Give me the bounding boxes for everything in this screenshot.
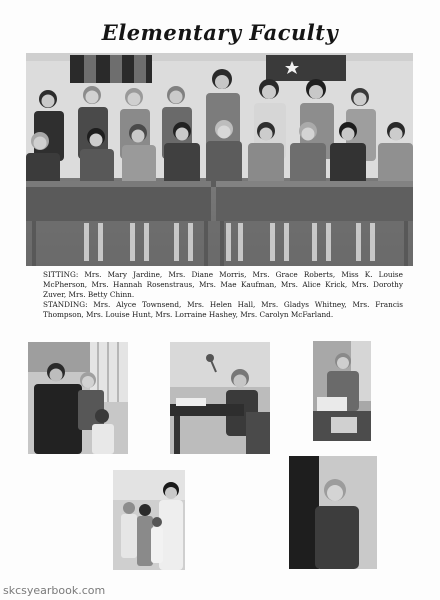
candid-photo-1-illustration bbox=[28, 342, 128, 454]
caption-sitting: SITTING: Mrs. Mary Jardine, Mrs. Diane Morris, Mrs. Grace Roberts, Miss K. Louise McPherson, Mrs. Hannah Rosenstraus, Mrs. Mae Kaufman, Mrs. Alice Krick, Mrs. Dorothy Zuver, Mrs. Betty Chinn. bbox=[43, 270, 403, 299]
faculty-group-photo bbox=[26, 53, 413, 266]
group-photo-illustration bbox=[26, 53, 413, 266]
page-title: Elementary Faculty bbox=[101, 20, 339, 45]
candid-photo-3 bbox=[313, 341, 371, 441]
faculty-caption bbox=[43, 270, 403, 320]
candid-photo-3-illustration bbox=[313, 341, 371, 441]
candid-photo-5-illustration bbox=[289, 456, 377, 569]
candid-photo-5 bbox=[289, 456, 377, 569]
candid-photo-2 bbox=[170, 342, 270, 454]
watermark-text: skcsyearbook.com bbox=[3, 584, 106, 597]
candid-photo-4 bbox=[113, 470, 185, 570]
flag-left bbox=[70, 55, 152, 83]
flag-right bbox=[266, 55, 346, 81]
caption-standing: STANDING: Mrs. Alyce Townsend, Mrs. Helen Hall, Mrs. Gladys Whitney, Mrs. Francis Thompson, Mrs. Louise Hunt, Mrs. Lorraine Hashey, Mrs. Carolyn McFarland. bbox=[43, 300, 403, 319]
candid-photo-4-illustration bbox=[113, 470, 185, 570]
candid-photo-2-illustration bbox=[170, 342, 270, 454]
candid-photo-1 bbox=[28, 342, 128, 454]
